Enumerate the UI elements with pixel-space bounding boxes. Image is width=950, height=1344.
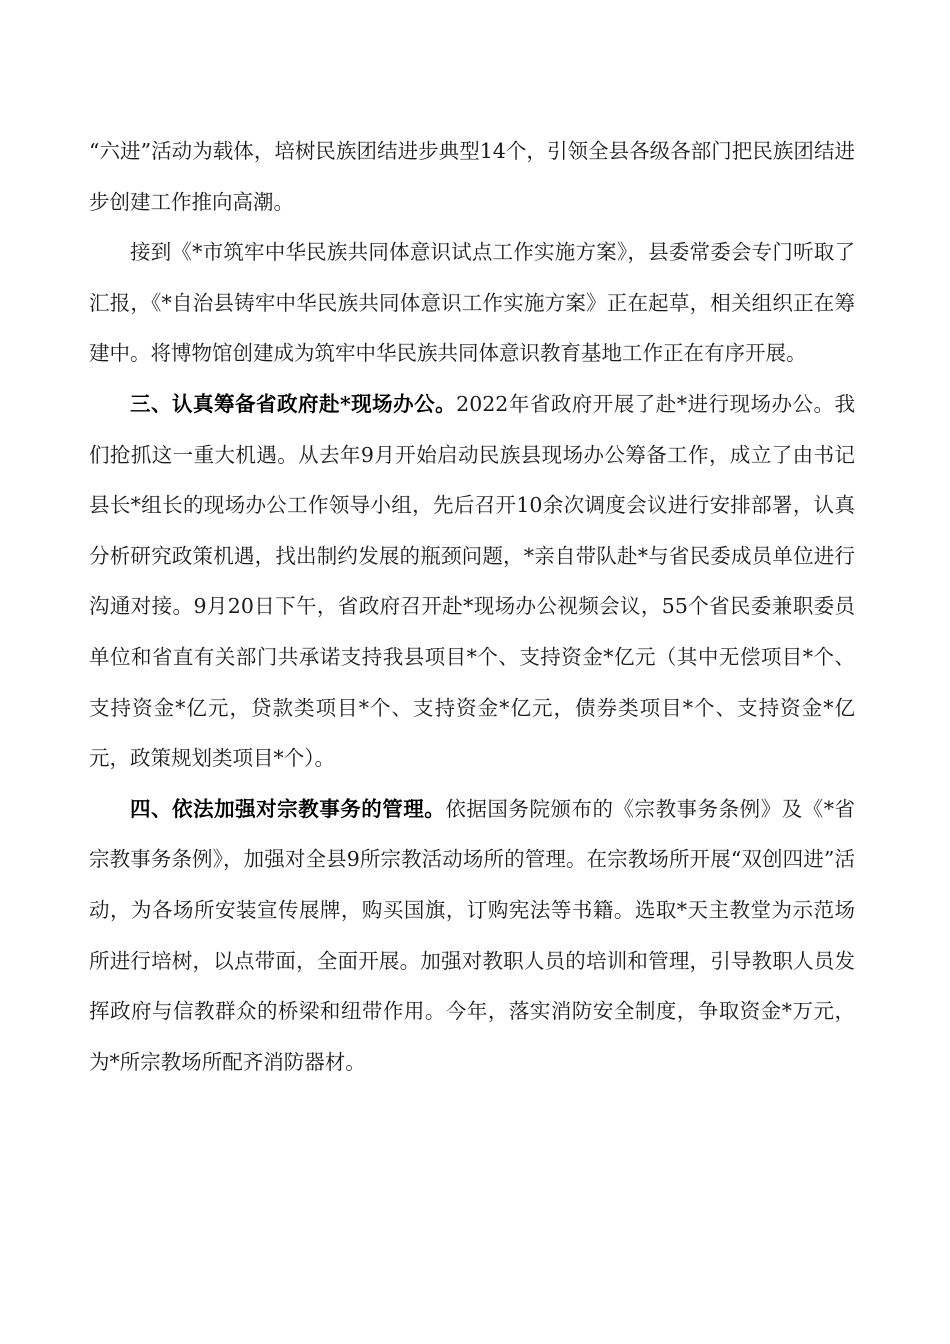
paragraph-section-four [89, 784, 855, 1088]
section-heading: 四、依法加强对宗教事务的管理。 [130, 796, 446, 821]
paragraph-text: 2022年省政府开展了赴*进行现场办公。我们抢抓这一重大机遇。从去年9月开始启动民族县现场办公筹备工作，成立了由书记县长*组长的现场办公工作领导小组，先后召开10余次调度会议进行安排部署，认真分析研究政策机遇，找出制约发展的瓶颈问题，*亲自带队赴*与省民委成员单位进行沟通对接。9月20日下午，省政府召开赴*现场办公视频会议，55个省民委兼职委员单位和省直有关部门共承诺支持我县项目*个、支持资金*亿元（其中无偿项目*个、支持资金*亿元，贷款类项目*个、支持资金*亿元，债券类项目*个、支持资金*亿元，政策规划类项目*个）。 [89, 391, 855, 771]
section-heading: 三、认真筹备省政府赴*现场办公。 [130, 391, 457, 416]
paragraph-continuation [89, 126, 855, 227]
paragraph-text: 接到《*市筑牢中华民族共同体意识试点工作实施方案》，县委常委会专门听取了汇报，《*自治县铸牢中华民族共同体意识工作实施方案》正在起草，相关组织正在筹建中。将博物馆创建成为筑牢中华民族共同体意识教育基地工作正在有序开展。 [89, 240, 855, 366]
paragraph-implementation-plan [89, 227, 855, 379]
document-body [89, 126, 855, 1087]
paragraph-text: “六进”活动为载体，培树民族团结进步典型14个，引领全县各级各部门把民族团结进步创建工作推向高潮。 [89, 139, 855, 214]
paragraph-text: 依据国务院颁布的《宗教事务条例》及《*省宗教事务条例》，加强对全县9所宗教活动场所的管理。在宗教场所开展“双创四进”活动，为各场所安装宣传展牌，购买国旗，订购宪法等书籍。选取*天主教堂为示范场所进行培树，以点带面，全面开展。加强对教职人员的培训和管理，引导教职人员发挥政府与信教群众的桥梁和纽带作用。今年，落实消防安全制度，争取资金*万元，为*所宗教场所配齐消防器材。 [89, 796, 856, 1074]
paragraph-section-three [89, 379, 855, 784]
